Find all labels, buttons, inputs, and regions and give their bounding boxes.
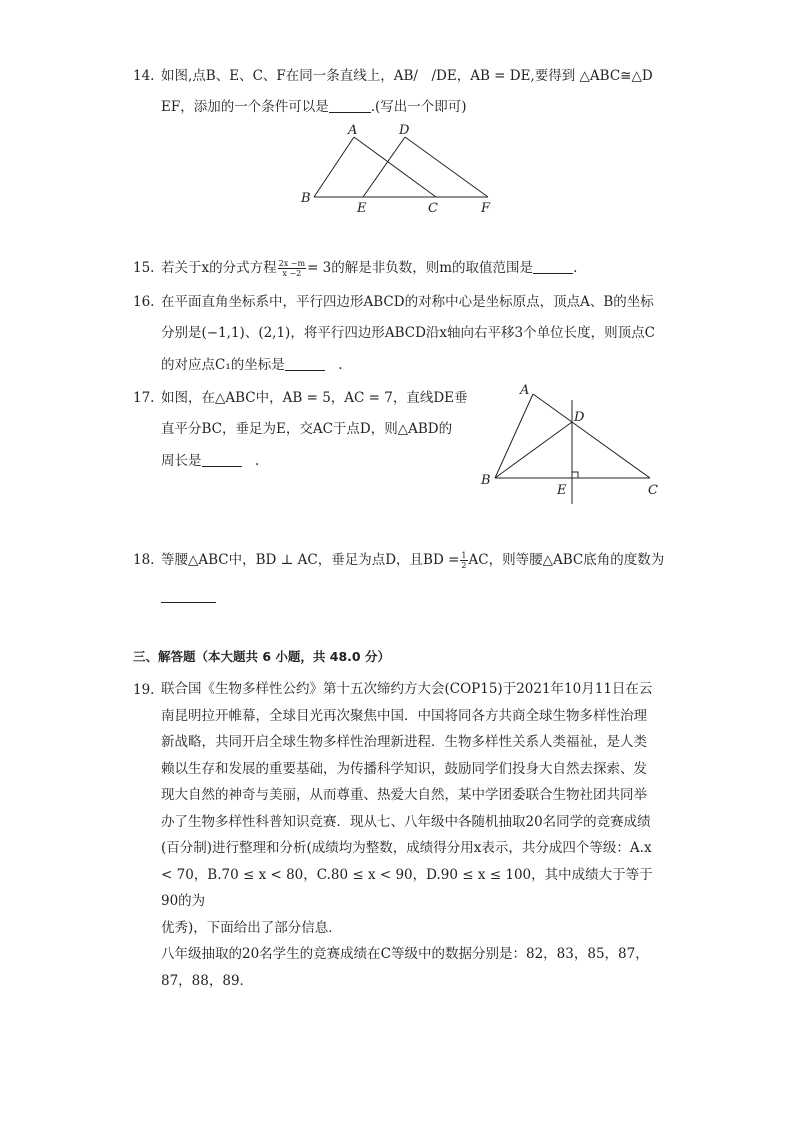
question-text-line: 直平分BC，垂足为E，交AC于点D，则△ABD的: [161, 421, 453, 437]
segment-BA: [314, 137, 354, 197]
answer-blank[interactable]: [329, 94, 371, 113]
question-number: 19.: [133, 682, 155, 698]
point-label-E: E: [357, 201, 367, 215]
question-number: 14.: [133, 68, 155, 84]
answer-blank[interactable]: [285, 352, 325, 371]
paragraph-line: 八年级抽取的20名学生的竞赛成绩在C等级中的数据分别是：82，83，85，87，: [161, 946, 649, 962]
answer-blank[interactable]: [161, 584, 216, 603]
question-number: 16.: [133, 294, 155, 310]
question-number: 15.: [133, 260, 155, 276]
point-label-A: A: [520, 383, 530, 398]
section-heading: 三、解答题（本大题共 6 小题，共 48.0 分）: [133, 649, 390, 664]
question-number: 18.: [133, 552, 155, 568]
point-label-B: B: [481, 473, 491, 488]
paragraph-line: 南昆明拉开帷幕，全球目光再次聚焦中国．中国将同各方共商全球生物多样性治理: [161, 707, 647, 724]
question-text-line: 若关于x的分式方程 $\frac{2x -m}{x -2}$ = 3的解是非负数，则m的取值范围是 .: [161, 254, 577, 282]
paragraph-line: 87，88，89．: [161, 972, 254, 989]
segment-AC: [354, 137, 436, 197]
segment-AC: [533, 394, 650, 478]
point-label-D: D: [574, 410, 585, 425]
paragraph-line: 赖以生存和发展的重要基础，为传播科学知识，鼓励同学们投身大自然去探索、发: [161, 760, 647, 777]
paragraph-line: 现大自然的神奇与美丽，从而尊重、热爱大自然，某中学团委联合生物社团共同举: [161, 787, 647, 803]
figure-q17: [476, 378, 666, 508]
point-label-A: A: [348, 123, 358, 138]
question-text-line: 等腰△ABC中，BD ⊥ AC，垂足为点D，且BD = $\frac{1}{2}$ AC，则等腰△ABC底角的度数为: [161, 551, 665, 570]
paragraph-line: < 70，B.70 ≤ x < 80，C.80 ≤ x < 90，D.90 ≤ x ≤ 100，其中成绩大于等于90的为: [161, 866, 653, 909]
question-text-line: 如图，在△ABC中，AB = 5，AC = 7，直线DE垂: [161, 390, 468, 406]
segment-ED: [363, 137, 405, 197]
question-text-line: 周长是 .: [161, 447, 259, 475]
paragraph-line: 优秀)，下面给出了部分信息．: [161, 919, 342, 936]
point-label-D: D: [399, 123, 410, 138]
fraction: $\frac{2x -m}{x -2}$: [278, 259, 306, 278]
paragraph-line: 联合国《生物多样性公约》第十五次缔约方大会(COP15)于2021年10月11日在云: [161, 681, 653, 697]
right-angle-mark: [572, 472, 578, 478]
question-text-line: EF，添加的一个条件可以是 .(写出一个即可): [161, 93, 467, 121]
figure-q14: [296, 120, 496, 215]
paragraph-line: (百分制)进行整理和分析(成绩均为整数，成绩得分用x表示，共分成四个等级：A.x: [161, 840, 652, 856]
point-label-B: B: [301, 191, 311, 206]
question-number: 17.: [133, 390, 155, 406]
point-label-C: C: [428, 201, 438, 215]
question-text-line: 如图,点B、E、C、F在同一条直线上，AB/ /DE，AB = DE,要得到 △ABC≅△D: [161, 68, 653, 84]
question-text-line: 分别是(−1,1)、(2,1)，将平行四边形ABCD沿x轴向右平移3个单位长度，则顶点C: [161, 325, 655, 341]
question-text-line: 的对应点C₁的坐标是 .: [161, 351, 343, 379]
paragraph-line: 新战略，共同开启全球生物多样性治理新进程．生物多样性关系人类福祉，是人类: [161, 734, 647, 750]
point-label-C: C: [648, 483, 658, 498]
fraction: $\frac{1}{2}$: [461, 551, 467, 570]
segment-BD: [495, 422, 572, 478]
question-paragraph: [161, 676, 661, 994]
point-label-E: E: [557, 483, 567, 498]
answer-blank[interactable]: [533, 255, 573, 274]
paragraph-line: 办了生物多样性科普知识竞赛．现从七、八年级中各随机抽取20名同学的竞赛成绩: [161, 813, 651, 830]
question-text-line: 在平面直角坐标系中，平行四边形ABCD的对称中心是坐标原点，顶点A、B的坐标: [161, 294, 654, 310]
point-label-F: F: [481, 201, 491, 215]
segment-BA: [495, 394, 533, 478]
segment-DF: [405, 137, 488, 197]
answer-blank[interactable]: [202, 448, 242, 467]
